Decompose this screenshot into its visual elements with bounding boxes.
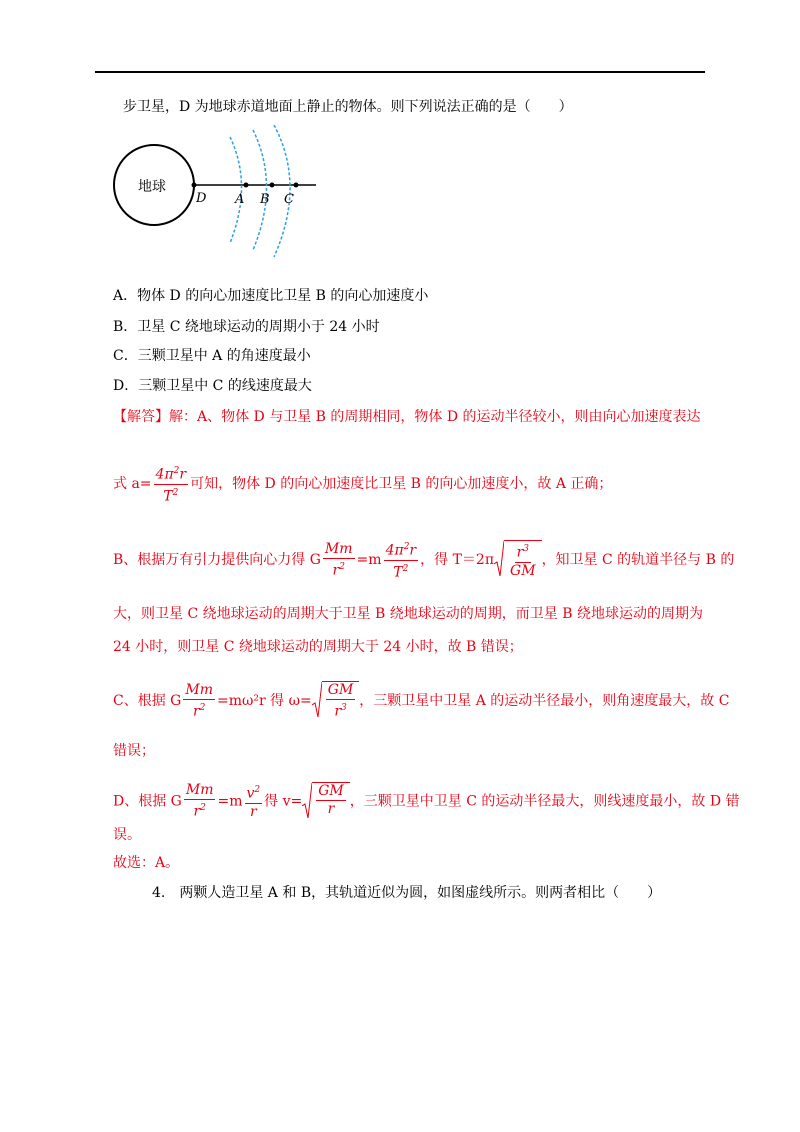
option-d: D．三颗卫星中 C 的线速度最大 [113, 378, 312, 394]
formula-v2-r: $\frac{v^2}{r}$ [245, 782, 263, 821]
label-d: D [196, 191, 207, 206]
answer-b-t: ，得 T＝2π [420, 552, 495, 569]
formula-c-gmm: $\frac{Mm}{r^2}$ [185, 681, 213, 720]
orbit-b [253, 130, 267, 250]
answer-line-b2: 大，则卫星 C 绕地球运动的周期大于卫星 B 绕地球运动的周期，而卫星 B 绕地球运动的周期为 [113, 606, 703, 622]
option-c: C．三颗卫星中 A 的角速度最小 [113, 348, 311, 364]
header-rule [95, 71, 705, 73]
point-d [192, 183, 197, 188]
answer-line-c2: 错误； [113, 743, 155, 759]
option-b: B．卫星 C 绕地球运动的周期小于 24 小时 [113, 319, 380, 335]
point-a [244, 183, 249, 188]
answer-d-m: m [229, 793, 243, 810]
earth-label: 地球 [138, 179, 166, 195]
answer-c-prefix: C、根据 G [113, 692, 182, 709]
sqrt-gm-r: $\frac{GM}{r}$ [302, 782, 350, 820]
answer-b-prefix: B、根据万有引力提供向心力得 G [113, 552, 321, 569]
answer-line-d: D、根据 G $\frac{Mm}{r^2}$ =m $\frac{v^2}{r}$ 得 v= $\frac{GM}{r}$ ，三颗卫星中卫星 C 的运动半径最大，则线速度最小，故 D 错 [113, 782, 740, 820]
sqrt-r3-gm: $\frac{r^3}{GM}$ [494, 540, 542, 580]
option-a: A．物体 D 的向心加速度比卫星 B 的向心加速度小 [113, 288, 429, 304]
point-b [270, 183, 275, 188]
answer-line-b: B、根据万有引力提供向心力得 G $\frac{Mm}{r^2}$ =m $\frac{4\pi^2r}{T^2}$ ，得 T＝2π $\frac{r^3}{GM}$ ，知卫星 C 的轨道半径与 B 的 [113, 540, 735, 581]
question-tail: 步卫星，D 为地球赤道地面上静止的物体。则下列说法正确的是（ ） [123, 99, 573, 115]
sqrt-gm-r3: $\frac{GM}{r^3}$ [312, 681, 360, 721]
answer-b-m: m [368, 552, 382, 569]
orbit-a [230, 137, 245, 243]
answer-line-c: C、根据 G $\frac{Mm}{r^2}$ =mω²r 得 ω= $\frac{GM}{r^3}$ ，三颗卫星中卫星 A 的运动半径最小，则角速度最大，故 C [113, 681, 730, 720]
answer-d-suffix: ，三颗卫星中卫星 C 的运动半径最大，则线速度最小，故 D 错 [349, 793, 740, 810]
answer-line2-suffix: 可知，物体 D 的向心加速度比卫星 B 的向心加速度小，故 A 正确； [190, 476, 613, 493]
formula-gmm-fraction: $\frac{Mm}{r^2}$ [324, 540, 353, 579]
answer-line-1 [113, 408, 701, 426]
orbit-figure [108, 125, 328, 260]
answer-tag: 【解答】 [113, 409, 169, 425]
label-b: B [260, 192, 270, 207]
answer-b-suffix: ，知卫星 C 的轨道半径与 B 的 [541, 552, 735, 569]
formula-d-gmm: $\frac{Mm}{r^2}$ [185, 782, 214, 820]
answer-line2-prefix: 式 a [113, 476, 140, 493]
formula-a-fraction: $\frac{4\pi^2r}{T^2}$ [154, 463, 189, 505]
orbit-c [274, 125, 290, 257]
next-question: 4. 两颗人造卫星 A 和 B，其轨道近似为圆，如图虚线所示。则两者相比（ ） [152, 885, 662, 901]
label-c: C [284, 192, 294, 207]
answer-d-prefix: D、根据 G [113, 793, 182, 810]
answer-text-1: 解：A、物体 D 与卫星 B 的周期相同，物体 D 的运动半径较小，则由向心加速度表达 [169, 409, 701, 425]
answer-line-b3: 24 小时，则卫星 C 绕地球运动的周期大于 24 小时，故 B 错误； [113, 639, 523, 655]
answer-c-suffix: ，三颗卫星中卫星 A 的运动半径最小，则角速度最大，故 C [359, 692, 730, 709]
answer-line-d2: 误。 [113, 827, 141, 843]
point-c [294, 183, 299, 188]
answer-c-mid: mω²r 得 ω [228, 692, 301, 709]
answer-line-2: 式 a= $\frac{4\pi^2r}{T^2}$ 可知，物体 D 的向心加速度比卫星 B 的向心加速度小，故 A 正确； [113, 463, 612, 505]
answer-d-v: 得 v [264, 793, 291, 810]
answer-final: 故选：A。 [113, 855, 180, 871]
formula-4pi-fraction: $\frac{4\pi^2r}{T^2}$ [384, 539, 419, 581]
label-a: A [235, 192, 245, 207]
